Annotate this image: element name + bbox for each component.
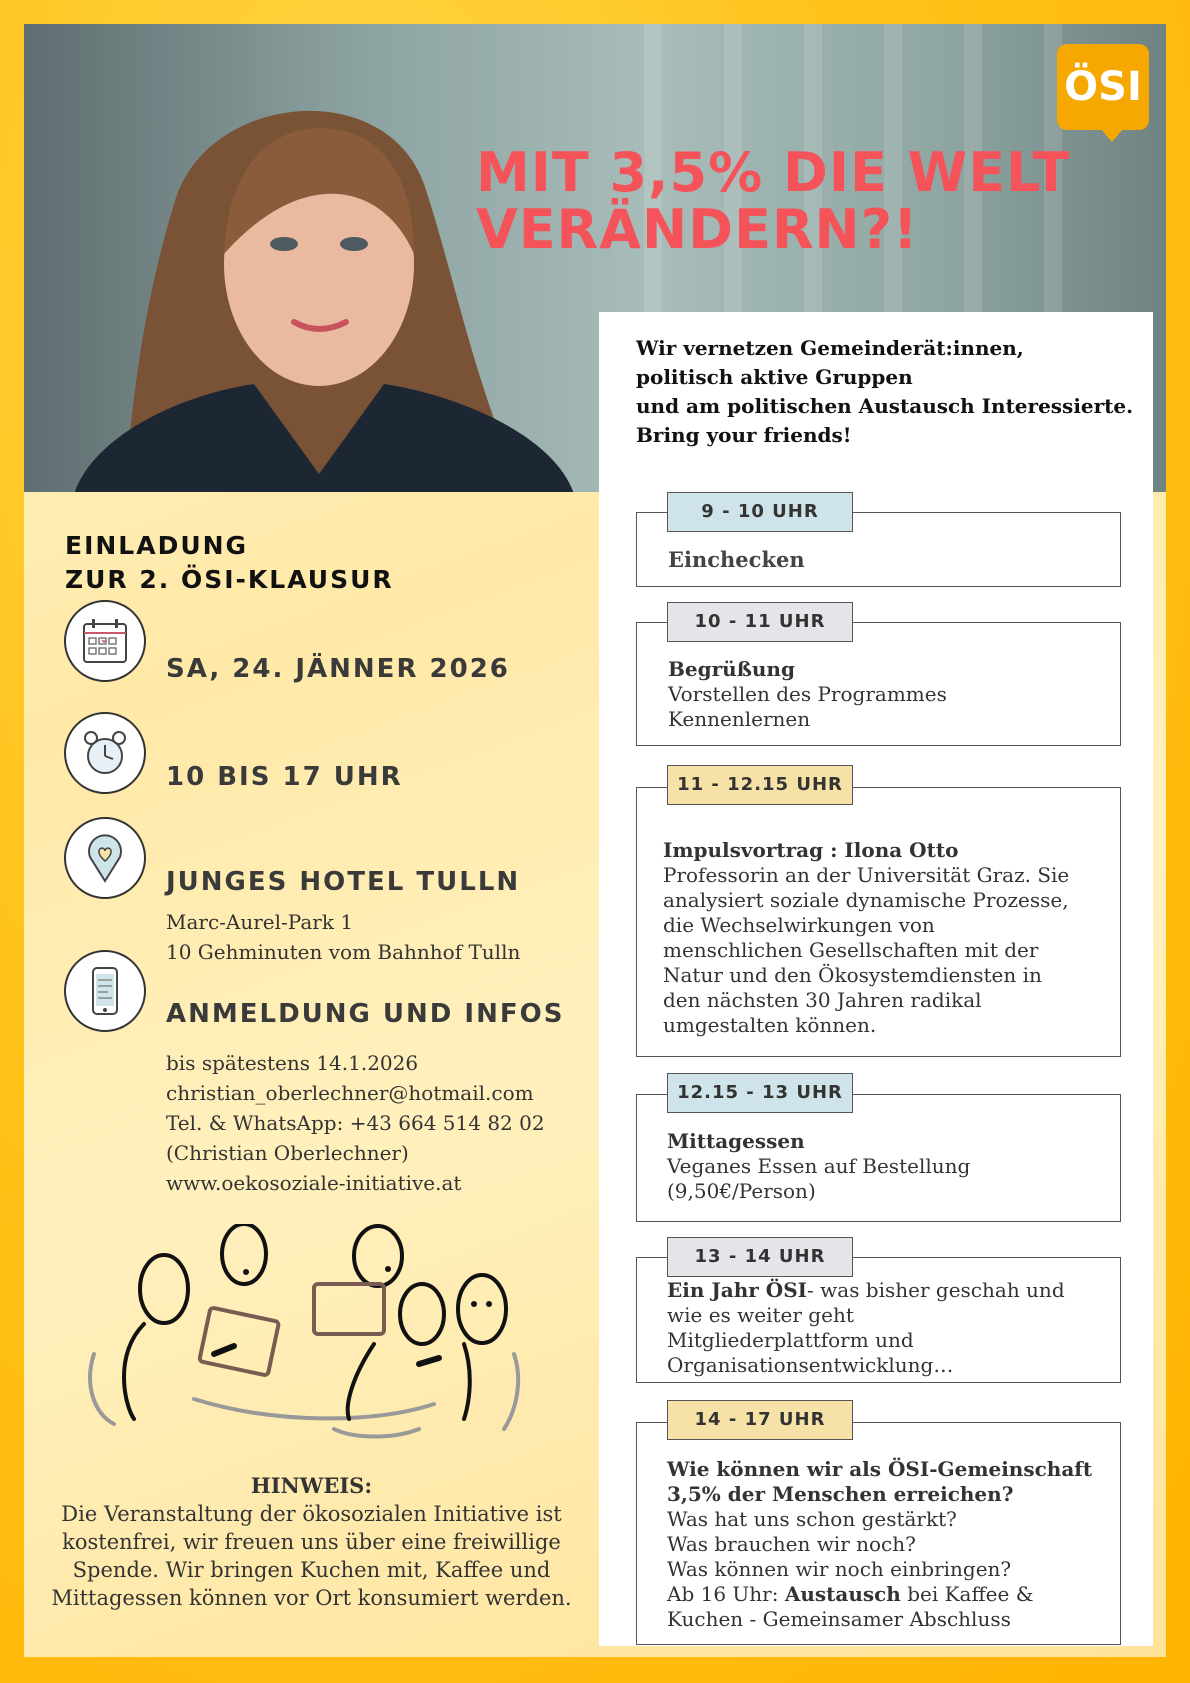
intro-line-1: Wir vernetzen Gemeinderät:innen, xyxy=(636,336,1024,360)
slot-3-line: Professorin an der Universität Graz. Sie xyxy=(663,863,1070,887)
slot-6-line: bei Kaffee & xyxy=(900,1582,1034,1606)
registration-phone: Tel. & WhatsApp: +43 664 514 82 02 xyxy=(166,1111,545,1135)
invitation-title xyxy=(65,529,394,597)
intro-text xyxy=(636,334,1136,450)
registration-contact: (Christian Oberlechner) xyxy=(166,1141,409,1165)
slot-3-line: umgestalten können. xyxy=(663,1013,877,1037)
slot-3-line: analysiert soziale dynamische Prozesse, xyxy=(663,888,1069,912)
slot-3-body xyxy=(663,838,1102,1038)
slot-3-line: Natur und den Ökosystemdiensten in xyxy=(663,963,1042,987)
slot-5-time: 13 - 14 UHR xyxy=(667,1237,853,1277)
slot-3-title: Impulsvortrag : Ilona Otto xyxy=(663,838,959,862)
slot-1-time: 9 - 10 UHR xyxy=(667,492,853,532)
slot-6-title-2: 3,5% der Menschen erreichen? xyxy=(667,1482,1014,1506)
registration-deadline: bis spätestens 14.1.2026 xyxy=(166,1051,419,1075)
slot-1-title: Einchecken xyxy=(668,547,805,572)
slot-6-body xyxy=(667,1457,1102,1632)
venue-address xyxy=(166,907,520,967)
poster xyxy=(24,24,1166,1657)
speaker-portrait xyxy=(54,54,594,492)
slot-6-line: Kuchen - Gemeinsamer Abschluss xyxy=(667,1607,1011,1631)
intro-line-3: und am politischen Austausch Interessierte. xyxy=(636,394,1134,418)
slot-4-line: Veganes Essen auf Bestellung xyxy=(667,1154,971,1178)
slot-4-time: 12.15 - 13 UHR xyxy=(667,1073,853,1113)
venue-directions: 10 Gehminuten vom Bahnhof Tulln xyxy=(166,940,521,964)
slot-5-body xyxy=(667,1278,1102,1378)
schedule-slot-3 xyxy=(636,787,1121,1057)
slot-5-line: wie es weiter geht xyxy=(667,1303,854,1327)
slot-4-title: Mittagessen xyxy=(667,1129,805,1153)
alarm-clock-icon xyxy=(64,712,146,794)
slot-6-line: Was brauchen wir noch? xyxy=(667,1532,916,1556)
people-meeting-illustration xyxy=(74,1224,544,1454)
slot-3-line: menschlichen Gesellschaften mit der xyxy=(663,938,1039,962)
notice-title: HINWEIS: xyxy=(250,1473,373,1498)
slot-4-body xyxy=(667,1129,1102,1204)
schedule-slot-4 xyxy=(636,1094,1121,1222)
slot-5-title: Ein Jahr ÖSI xyxy=(667,1278,808,1302)
slot-2-body xyxy=(668,657,1102,732)
invitation-line-2: ZUR 2. ÖSI-KLAUSUR xyxy=(65,565,394,594)
osi-logo-tail xyxy=(1100,128,1124,142)
intro-line-4: Bring your friends! xyxy=(636,423,852,447)
slot-6-title: Wie können wir als ÖSI-Gemeinschaft xyxy=(667,1457,1093,1481)
slot-6-time: 14 - 17 UHR xyxy=(667,1400,853,1440)
registration-email[interactable]: christian_oberlechner@hotmail.com xyxy=(166,1081,534,1105)
slot-2-title: Begrüßung xyxy=(668,657,795,681)
slot-6-line: Was hat uns schon gestärkt? xyxy=(667,1507,957,1531)
slot-3-line: die Wechselwirkungen von xyxy=(663,913,935,937)
notice xyxy=(34,1472,589,1612)
event-time: 10 BIS 17 UHR xyxy=(166,762,403,792)
invitation-line-1: EINLADUNG xyxy=(65,531,249,560)
slot-2-line: Kennenlernen xyxy=(668,707,811,731)
registration-website[interactable]: www.oekosoziale-initiative.at xyxy=(166,1171,462,1195)
venue-street: Marc-Aurel-Park 1 xyxy=(166,910,354,934)
slot-6-line: Was können wir noch einbringen? xyxy=(667,1557,1012,1581)
notice-text: Die Veranstaltung der ökosozialen Initiative ist kostenfrei, wir freuen uns über eine freiwillige Spende. Wir bringen Kuchen mit, Kaffee und Mittagessen können vor Ort konsumiert werden. xyxy=(51,1502,572,1610)
slot-3-line: den nächsten 30 Jahren radikal xyxy=(663,988,982,1012)
slot-6-line: Ab 16 Uhr: xyxy=(667,1582,785,1606)
slot-5-line: Organisationsentwicklung… xyxy=(667,1353,954,1377)
calendar-icon xyxy=(64,600,146,682)
registration-details xyxy=(166,1048,545,1198)
osi-logo: ÖSI xyxy=(1057,44,1149,130)
slot-6-bold: Austausch xyxy=(784,1582,901,1606)
schedule-slot-6 xyxy=(636,1422,1121,1645)
slot-5-line: Mitgliederplattform und xyxy=(667,1328,914,1352)
intro-line-2: politisch aktive Gruppen xyxy=(636,365,913,389)
slot-2-line: Vorstellen des Programmes xyxy=(668,682,947,706)
headline: MIT 3,5% DIE WELT VERÄNDERN?! xyxy=(476,141,1071,261)
event-date: SA, 24. JÄNNER 2026 xyxy=(166,654,510,684)
registration-heading: ANMELDUNG UND INFOS xyxy=(166,999,565,1029)
schedule-panel xyxy=(599,312,1153,1646)
slot-2-time: 10 - 11 UHR xyxy=(667,602,853,642)
slot-3-time: 11 - 12.15 UHR xyxy=(667,765,853,805)
slot-4-line: (9,50€/Person) xyxy=(667,1179,816,1203)
location-heart-icon xyxy=(64,817,146,899)
venue-name: JUNGES HOTEL TULLN xyxy=(166,867,521,897)
smartphone-icon xyxy=(64,950,146,1032)
slot-5-title-rest: - was bisher geschah und xyxy=(807,1278,1065,1302)
